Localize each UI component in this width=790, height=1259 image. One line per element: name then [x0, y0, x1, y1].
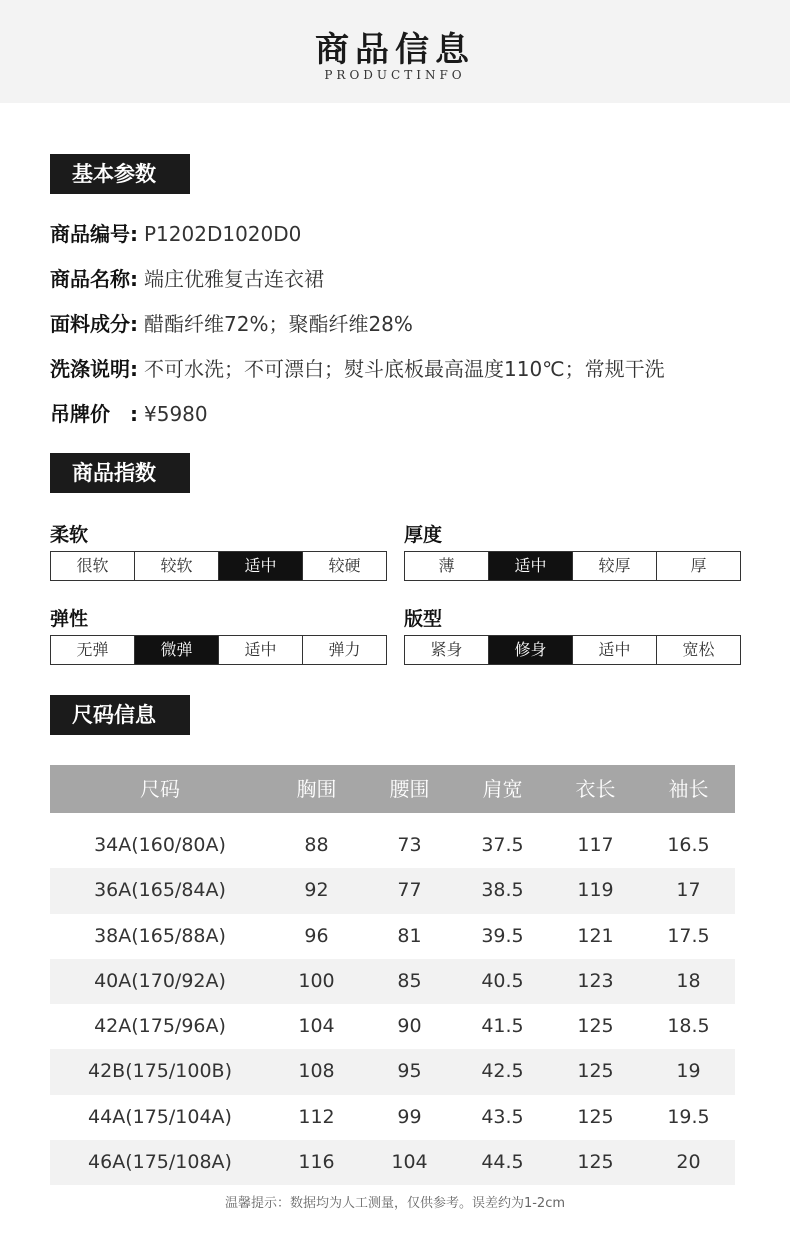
- scale-option: 适中: [219, 636, 303, 664]
- table-cell: 99: [397, 1105, 422, 1128]
- param-key: 商品名称:: [50, 267, 138, 291]
- param-value: 端庄优雅复古连衣裙: [144, 267, 324, 291]
- table-cell: 88: [304, 834, 329, 856]
- param-row: [50, 219, 301, 249]
- table-row: [50, 1004, 735, 1049]
- table-row: [50, 823, 735, 868]
- index-label-elasticity: 弹性: [50, 608, 89, 630]
- scale-option: 适中: [219, 552, 303, 580]
- table-cell: 16.5: [667, 834, 710, 856]
- index-scale-elasticity: [50, 635, 387, 665]
- table-cell: 117: [577, 834, 614, 856]
- page-title: 商品信息: [315, 30, 475, 70]
- scale-option: 修身: [489, 636, 573, 664]
- column-header: 袖长: [668, 777, 709, 801]
- param-key: 面料成分:: [50, 312, 138, 336]
- scale-option: 无弹: [51, 636, 135, 664]
- scale-option: 较厚: [573, 552, 657, 580]
- table-cell: 104: [298, 1015, 335, 1038]
- index-scale-thickness: [404, 551, 741, 581]
- table-cell: 104: [391, 1151, 428, 1174]
- table-cell: 125: [577, 1060, 614, 1083]
- table-cell: 96: [304, 924, 329, 947]
- table-cell: 121: [577, 924, 614, 947]
- column-header: 腰围: [389, 777, 430, 801]
- page-header: [0, 0, 790, 103]
- table-cell: 42B(175/100B): [87, 1060, 232, 1083]
- table-row: [50, 959, 735, 1004]
- size-table: [50, 765, 735, 1185]
- index-scale-softness: [50, 551, 387, 581]
- table-cell: 41.5: [481, 1015, 524, 1038]
- table-cell: 125: [577, 1105, 614, 1128]
- param-key: 吊牌价 :: [50, 402, 138, 426]
- scale-option: 很软: [51, 552, 135, 580]
- index-label-softness: 柔软: [50, 524, 89, 546]
- param-row: [50, 309, 413, 339]
- param-row: [50, 264, 324, 294]
- table-cell: 36A(165/84A): [94, 879, 226, 902]
- table-row: [50, 868, 735, 913]
- table-cell: 40A(170/92A): [94, 969, 226, 992]
- column-header: 胸围: [296, 777, 337, 801]
- table-cell: 42A(175/96A): [94, 1015, 226, 1038]
- table-cell: 17: [676, 879, 701, 902]
- scale-option: 厚: [690, 556, 707, 575]
- table-cell: 125: [577, 1015, 614, 1038]
- index-label-fit: 版型: [404, 608, 443, 630]
- scale-option: 弹力: [328, 640, 361, 659]
- table-cell: 34A(160/80A): [94, 834, 226, 856]
- scale-option: 薄: [405, 552, 489, 580]
- scale-option: 适中: [489, 552, 573, 580]
- param-value: 醋酯纤维72%；聚酯纤维28%: [144, 312, 413, 336]
- table-cell: 17.5: [667, 924, 710, 947]
- column-header: 衣长: [575, 777, 616, 801]
- table-cell: 39.5: [481, 924, 524, 947]
- scale-option: 紧身: [405, 636, 489, 664]
- scale-option: 微弹: [135, 636, 219, 664]
- index-scale-fit: [404, 635, 741, 665]
- table-row: [50, 914, 735, 959]
- table-cell: 95: [397, 1060, 422, 1083]
- scale-option: 较软: [135, 552, 219, 580]
- table-cell: 20: [676, 1151, 701, 1174]
- section-title-basic: 基本参数: [50, 154, 190, 194]
- table-cell: 119: [577, 879, 614, 902]
- section-title-index: 商品指数: [50, 453, 190, 493]
- scale-option: 宽松: [682, 640, 715, 659]
- table-cell: 18.5: [667, 1015, 710, 1038]
- table-cell: 90: [397, 1015, 422, 1038]
- param-value: 不可水洗；不可漂白；熨斗底板最高温度110℃；常规干洗: [144, 357, 665, 381]
- table-cell: 125: [577, 1151, 614, 1174]
- table-cell: 116: [298, 1151, 335, 1174]
- table-cell: 44.5: [481, 1151, 524, 1174]
- table-cell: 85: [397, 969, 422, 992]
- table-cell: 38A(165/88A): [94, 924, 226, 947]
- table-cell: 40.5: [481, 969, 524, 992]
- table-cell: 100: [298, 969, 335, 992]
- param-row: [50, 399, 208, 429]
- param-key: 洗涤说明:: [50, 357, 138, 381]
- table-cell: 108: [298, 1060, 335, 1083]
- table-cell: 112: [298, 1105, 335, 1128]
- table-row: [50, 1095, 735, 1140]
- table-cell: 77: [397, 879, 422, 902]
- page-subtitle: PRODUCTINFO: [324, 68, 466, 82]
- table-cell: 37.5: [481, 834, 524, 856]
- param-row: [50, 354, 665, 384]
- table-cell: 43.5: [481, 1105, 524, 1128]
- table-cell: 18: [676, 969, 701, 992]
- scale-option: 较硬: [328, 556, 361, 575]
- scale-option: 适中: [573, 636, 657, 664]
- table-cell: 19.5: [667, 1105, 710, 1128]
- table-row: [50, 1140, 735, 1185]
- index-label-thickness: 厚度: [404, 524, 443, 546]
- param-value: P1202D1020D0: [144, 222, 302, 246]
- table-cell: 38.5: [481, 879, 524, 902]
- column-header: 肩宽: [482, 777, 523, 801]
- table-cell: 92: [304, 879, 329, 902]
- table-header: [50, 765, 735, 813]
- table-cell: 81: [397, 924, 422, 947]
- measurement-tip: 温馨提示：数据均为人工测量，仅供参考。误差约为1-2cm: [224, 1196, 566, 1211]
- table-row: [50, 1049, 735, 1094]
- table-cell: 44A(175/104A): [88, 1105, 232, 1128]
- column-header: 尺码: [140, 777, 180, 801]
- param-key: 商品编号:: [50, 222, 138, 246]
- table-cell: 73: [397, 834, 422, 856]
- table-cell: 42.5: [481, 1060, 524, 1083]
- table-cell: 46A(175/108A): [88, 1151, 232, 1174]
- section-title-size: 尺码信息: [50, 695, 190, 735]
- table-cell: 19: [676, 1060, 701, 1083]
- param-value: ¥5980: [144, 402, 208, 426]
- table-cell: 123: [577, 969, 614, 992]
- table-body: [50, 823, 735, 1185]
